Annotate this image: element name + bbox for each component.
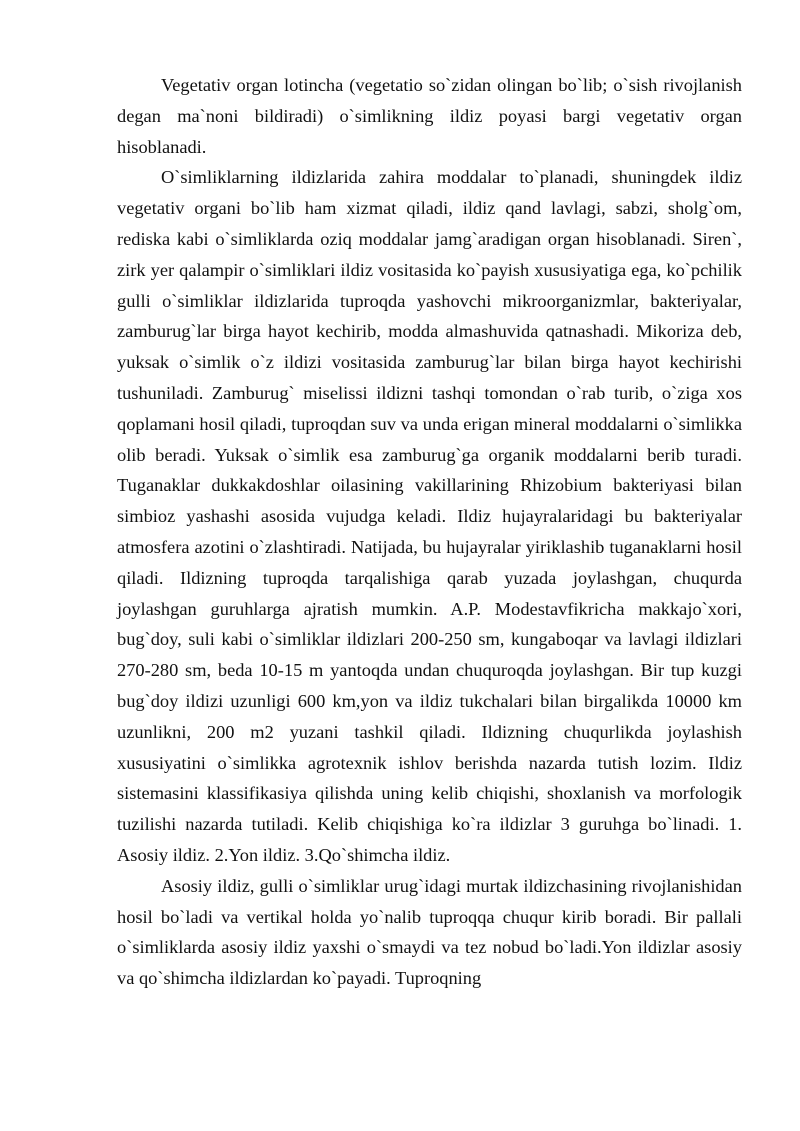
paragraph-asosiy-ildiz: Asosiy ildiz, gulli o`simliklar urug`idagi murtak ildizchasining rivojlanishidan hosil bo`ladi va vertikal holda yo`nalib tuproqqa chuqur kirib boradi. Bir pallali o`simliklarda asosiy ildiz yaxshi o`smaydi va tez nobud bo`ladi.Yon ildizlar asosiy va qo`shimcha ildizlardan ko`payadi. Tuproqning	[117, 875, 742, 989]
paragraph-vegetativ-organ: Vegetativ organ lotincha (vegetatio so`zidan olingan bo`lib; o`sish rivojlanish degan ma`noni bildiradi) o`simlikning ildiz poyasi bargi vegetativ organ hisoblanadi.	[117, 75, 742, 157]
paragraph-ildiz-vazifalari: O`simliklarning ildizlarida zahira moddalar to`planadi, shuningdek ildiz vegetativ organi bo`lib ham xizmat qiladi, ildiz qand lavlagi, sabzi, sholg`om, rediska kabi o`simliklarda oziq moddalar jamg`aradigan organ hisoblanadi. Siren`, zirk yer qalampir o`simliklari ildiz vositasida ko`payish xususiyatiga ega, ko`pchilik gulli o`simliklar ildizlarida tuproqda yashovchi mikroorganizmlar, bakteriyalar, zamburug`lar birga hayot kechirib, modda almashuvida qatnashadi. Mikoriza deb, yuksak o`simlik o`z ildizi vositasida zamburug`lar bilan birga hayot kechirishi tushuniladi. Zamburug` miselissi ildizni tashqi tomondan o`rab turib, o`ziga xos qoplamani hosil qiladi, tuproqdan suv va unda erigan mineral moddalarni o`simlikka olib beradi. Yuksak o`simlik esa zamburug`ga organik moddalarni berib turadi. Tuganaklar dukkakdoshlar oilasining vakillarining Rhizobium bakteriyasi bilan simbioz yashashi asosida vujudga keladi. Ildiz hujayralaridagi bu bakteriyalar atmosfera azotini o`zlashtiradi. Natijada, bu hujayralar yiriklashib tuganaklarni hosil qiladi. Ildizning tuproqda tarqalishiga qarab yuzada joylashgan, chuqurda joylashgan guruhlarga ajratish mumkin. A.P. Modestavfikricha makkajo`xori, bug`doy, suli kabi o`simliklar ildizlari 200-250 sm, kungaboqar va lavlagi ildizlari 270-280 sm, beda 10-15 m yantoqda undan chuquroqda joylashgan. Bir tup kuzgi bug`doy ildizi uzunligi 600 km,yon va ildiz tukchalari bilan birgalikda 10000 km uzunlikni, 200 m2 yuzani tashkil qiladi. Ildizning chuqurlikda joylashish xususiyatini o`simlikka agrotexnik ishlov berishda nazarda tutish lozim. Ildiz sistemasini klassifikasiya qilishda uning kelib chiqishi, shoxlanish va morfologik tuzilishi nazarda tutiladi. Kelib chiqishiga ko`ra ildizlar 3 guruhga bo`linadi. 1. Asosiy ildiz. 2.Yon ildiz. 3.Qo`shimcha ildiz.	[117, 167, 742, 865]
document-page	[117, 70, 742, 994]
